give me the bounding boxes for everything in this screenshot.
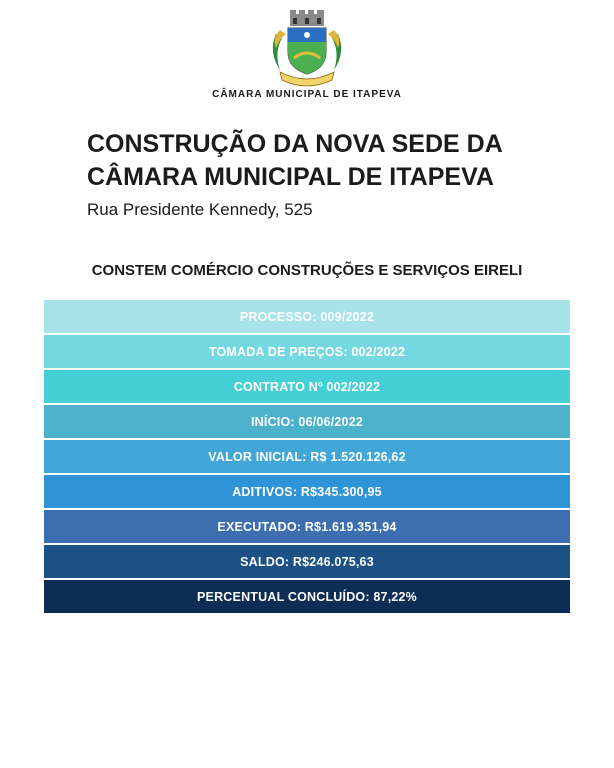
info-bar-label: ADITIVOS: R$345.300,95	[232, 484, 382, 499]
info-bar-label: VALOR INICIAL: R$ 1.520.126,62	[208, 449, 406, 464]
info-bars	[44, 300, 570, 615]
info-bar-percentual-concluido	[44, 580, 570, 613]
info-bar-label: INÍCIO: 06/06/2022	[251, 414, 363, 429]
info-bar-valor-inicial	[44, 440, 570, 473]
page-title	[87, 128, 567, 194]
info-bar-saldo	[44, 545, 570, 578]
info-bar-tomada-de-precos	[44, 335, 570, 368]
info-bar-aditivos	[44, 475, 570, 508]
municipal-coat-of-arms-icon	[262, 8, 352, 90]
info-bar-label: PERCENTUAL CONCLUÍDO: 87,22%	[197, 589, 417, 604]
info-bar-processo	[44, 300, 570, 333]
page-title-line-1: CONSTRUÇÃO DA NOVA SEDE DA	[87, 130, 503, 158]
info-bar-label: PROCESSO: 009/2022	[239, 309, 375, 324]
info-bar-label: SALDO: R$246.075,63	[240, 554, 374, 569]
org-name: CÂMARA MUNICIPAL DE ITAPEVA	[212, 89, 402, 100]
info-bar-inicio	[44, 405, 570, 438]
info-bar-executado	[44, 510, 570, 543]
company-name: CONSTEM COMÉRCIO CONSTRUÇÕES E SERVIÇOS EIRELI	[91, 262, 523, 279]
info-bar-label: EXECUTADO: R$1.619.351,94	[217, 519, 397, 534]
info-bar-label: TOMADA DE PREÇOS: 002/2022	[208, 344, 406, 359]
page-title-line-2: CÂMARA MUNICIPAL DE ITAPEVA	[87, 163, 494, 191]
info-bar-contrato	[44, 370, 570, 403]
info-bar-label: CONTRATO Nº 002/2022	[233, 379, 381, 394]
address: Rua Presidente Kennedy, 525	[87, 200, 313, 219]
